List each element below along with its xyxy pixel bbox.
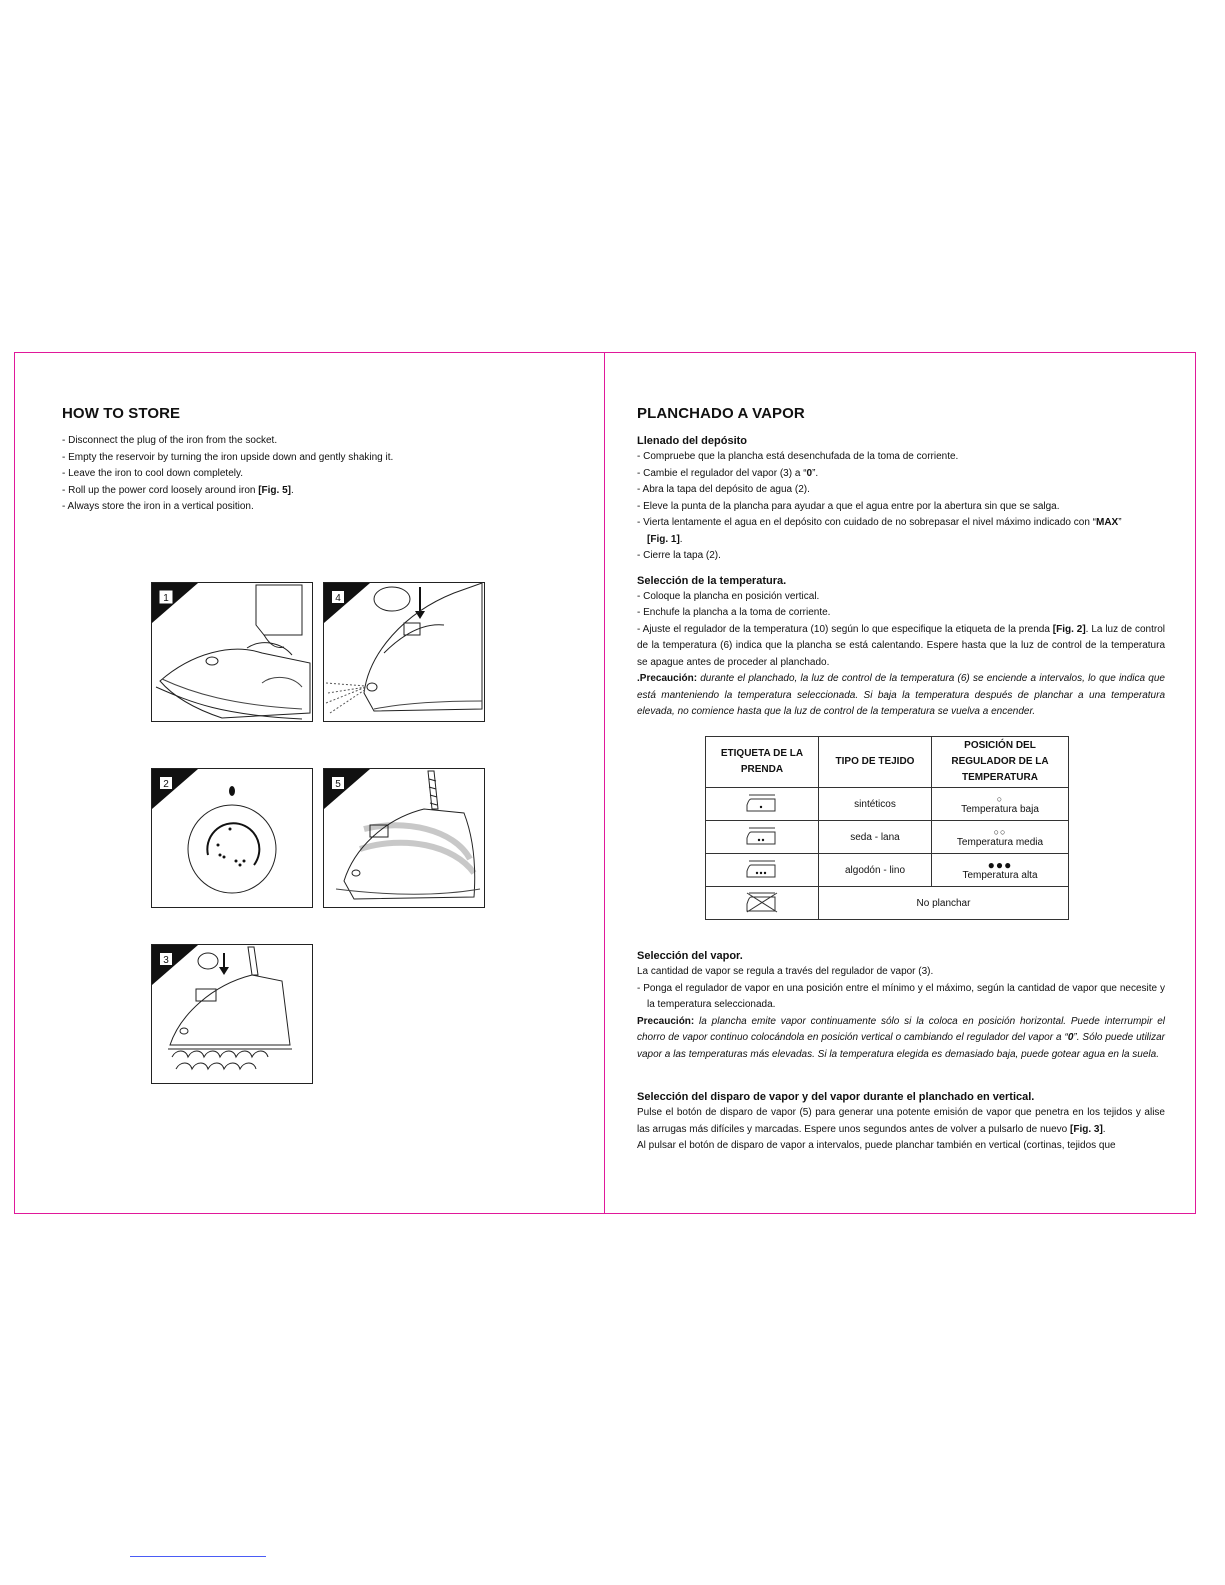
fabric-name: seda - lana: [819, 821, 932, 854]
temp-step-3: - Ajuste el regulador de la temperatura (10) según lo que especifique la etiqueta de la prenda [Fig. 2]. La luz de control de la temperatura (6) indica que la plancha se está calentando. Espere hasta que la luz de control de la temperatura se apague antes de proceder al planchado.: [637, 623, 1165, 668]
fill-step-6: - Cierre la tapa (2).: [637, 550, 721, 561]
steam-burst-illustration: [152, 945, 312, 1083]
cord-wrapped-iron-illustration: [324, 769, 484, 907]
figure-2-number: 2: [163, 779, 169, 790]
temp-setting: ●●● Temperatura alta: [932, 854, 1069, 887]
store-step-3: - Leave the iron to cool down completely.: [62, 468, 244, 479]
fill-heading: Llenado del depósito: [637, 435, 748, 447]
table-header-position: POSICIÓN DEL REGULADOR DE LA TEMPERATURA: [932, 737, 1069, 788]
fig1-reference: [Fig. 1]: [647, 533, 680, 545]
figure-5-number: 5: [335, 779, 341, 790]
fill-step-4: - Eleve la punta de la plancha para ayudar a que el agua entre por la abertura sin que se salga.: [637, 500, 1060, 512]
fill-step-2: - Cambie el regulador del vapor (3) a “0”.: [637, 467, 819, 479]
figure-2: [151, 768, 313, 908]
temp-caution: .Precaución: durante el planchado, la luz de control de la temperatura (6) se enciende a intervalos, lo que indica que está manteniendo la temperatura seleccionada. Si baja la temperatura después de planchar a una temperatura elevada, no comience hasta que la luz de control de la temperatura se vuelva a encender.: [637, 673, 1165, 717]
temp-setting: ○ Temperatura baja: [932, 788, 1069, 821]
steam-caution: Precaución: la plancha emite vapor continuamente sólo si la coloca en posición horizontal. Puede interrumpir el chorro de vapor continuo colocándola en posición vertical o cambiando el regulador del vapor a “0”. Sólo puede utilizar vapor a las temperaturas más elevadas. Si la temperatura elegida es demasiado baja, puede gotear agua en la suela.: [637, 1015, 1165, 1060]
burst-heading: Selección del disparo de vapor y del vapor durante el planchado en vertical.: [637, 1091, 1035, 1103]
table-header-fabric: TIPO DE TEJIDO: [819, 737, 932, 788]
figure-4: [323, 582, 485, 722]
store-step-2: - Empty the reservoir by turning the iron upside down and gently shaking it.: [62, 451, 394, 463]
left-page: [62, 405, 582, 516]
page-divider: [604, 352, 605, 1214]
right-page: [637, 405, 1165, 721]
table-row: [706, 887, 1069, 920]
steam-line-2: - Ponga el regulador de vapor en una posición entre el mínimo y el máximo, según la cantidad de vapor que necesite y la temperatura seleccionada.: [637, 982, 1165, 1010]
figure-1-number: 1: [163, 593, 169, 604]
figure-5: [323, 768, 485, 908]
planchado-vapor-title: PLANCHADO A VAPOR: [637, 405, 805, 422]
fill-step-3: - Abra la tapa del depósito de agua (2).: [637, 484, 810, 495]
fig5-reference: [Fig. 5]: [258, 484, 291, 496]
temp-heading: Selección de la temperatura.: [637, 574, 787, 587]
fabric-name: sintéticos: [819, 788, 932, 821]
figure-3: [151, 944, 313, 1084]
steam-heading: Selección del vapor.: [637, 950, 743, 962]
temp-step-2: - Enchufe la plancha a la toma de corriente.: [637, 607, 831, 618]
store-step-5: - Always store the iron in a vertical position.: [62, 501, 254, 512]
fabric-temperature-table: [705, 736, 1069, 920]
burst-line-2: Al pulsar el botón de disparo de vapor a intervalos, puede planchar también en vertical (cortinas, tejidos que: [637, 1140, 1116, 1151]
fill-step-5: - Vierta lentamente el agua en el depósito con cuidado de no sobrepasar el nivel máximo indicado con “MAX” [Fig. 1].: [637, 517, 1122, 545]
fill-step-1: - Compruebe que la plancha está desenchufada de la toma de corriente.: [637, 451, 959, 462]
temp-setting: ○○ Temperatura media: [932, 821, 1069, 854]
footer-link-underline: [130, 1556, 266, 1557]
iron-two-dot-icon: [706, 821, 819, 854]
figure-4-number: 4: [335, 593, 341, 604]
store-step-1: - Disconnect the plug of the iron from the socket.: [62, 435, 278, 446]
table-header-label: ETIQUETA DE LA PRENDA: [706, 737, 819, 788]
iron-one-dot-icon: [706, 788, 819, 821]
no-iron-text: No planchar: [819, 887, 1069, 920]
fabric-name: algodón - lino: [819, 854, 932, 887]
table-row: [706, 821, 1069, 854]
temperature-dial-illustration: [152, 769, 312, 907]
right-page-lower: [637, 948, 1165, 1155]
table-row: [706, 854, 1069, 887]
burst-line-1: Pulse el botón de disparo de vapor (5) para generar una potente emisión de vapor que penetra en los tejidos y alise las arrugas más difíciles y marcadas. Espere unos segundos antes de volver a pulsarlo de nuevo [Fig. 3].: [637, 1107, 1165, 1135]
table-row: [706, 788, 1069, 821]
how-to-store-title: HOW TO STORE: [62, 405, 181, 422]
fig3-reference: [Fig. 3]: [1070, 1123, 1103, 1135]
figure-3-number: 3: [163, 955, 169, 966]
spray-illustration: [324, 583, 484, 721]
no-iron-icon: [706, 887, 819, 920]
iron-filling-illustration: [152, 583, 312, 721]
fig2-reference: [Fig. 2]: [1052, 623, 1086, 635]
figure-1: [151, 582, 313, 722]
iron-three-dot-icon: [706, 854, 819, 887]
store-step-4: - Roll up the power cord loosely around iron [Fig. 5].: [62, 484, 294, 496]
temp-step-1: - Coloque la plancha en posición vertical.: [637, 590, 820, 602]
steam-line-1: La cantidad de vapor se regula a través del regulador de vapor (3).: [637, 966, 934, 977]
